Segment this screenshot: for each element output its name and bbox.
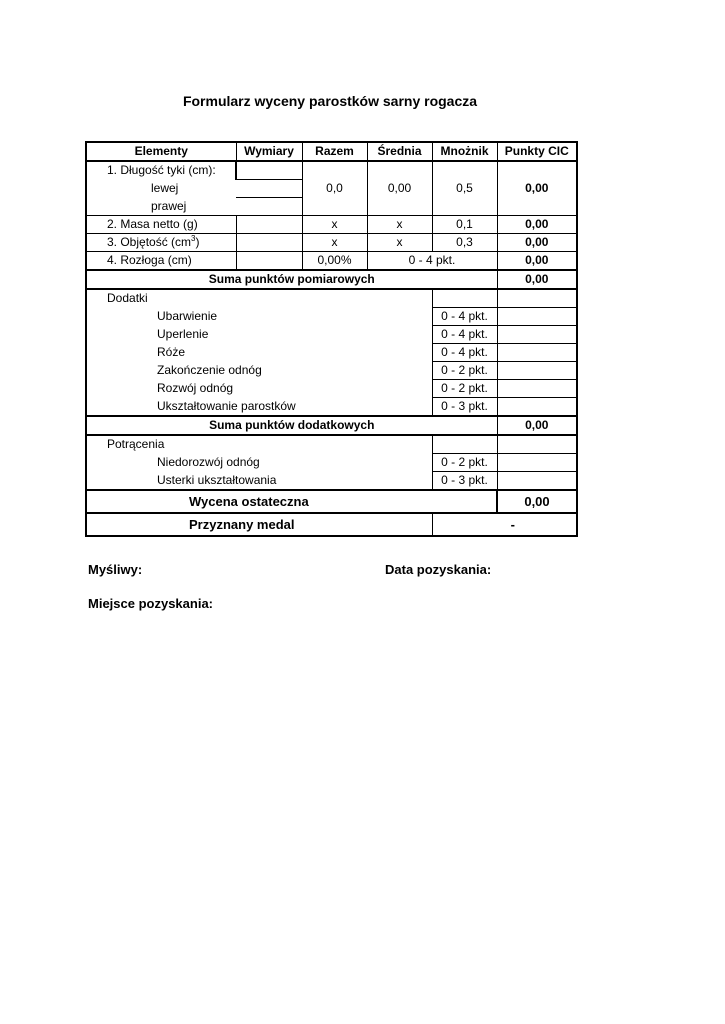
sum-extra-label: Suma punktów dodatkowych bbox=[86, 416, 497, 435]
sum-measure-label: Suma punktów pomiarowych bbox=[86, 270, 497, 289]
deductions-item-name: Usterki ukształtowania bbox=[86, 472, 432, 491]
extras-item-name: Rozwój odnóg bbox=[86, 380, 432, 398]
mass-row bbox=[86, 216, 577, 234]
page-title: Formularz wyceny parostków sarny rogacza bbox=[182, 93, 478, 109]
length-input-top[interactable] bbox=[236, 161, 302, 180]
deductions-row bbox=[86, 454, 577, 472]
extras-item-range: 0 - 3 pkt. bbox=[441, 399, 488, 413]
extras-row bbox=[86, 308, 577, 326]
deductions-item-points[interactable] bbox=[497, 472, 577, 491]
mass-input[interactable] bbox=[236, 216, 302, 234]
sum-extra-value: 0,00 bbox=[525, 418, 549, 432]
extras-row bbox=[86, 326, 577, 344]
extras-item-points[interactable] bbox=[497, 326, 577, 344]
medal-row bbox=[86, 513, 577, 536]
length-right-label: prawej bbox=[151, 198, 187, 213]
header-average: Średnia bbox=[367, 142, 432, 161]
volume-row bbox=[86, 234, 577, 252]
volume-label: 3. Objętość $(cm^3)$ bbox=[86, 234, 236, 252]
sum-measure-row bbox=[86, 270, 577, 289]
mass-label: 2. Masa netto (g) bbox=[86, 216, 236, 234]
volume-total: x bbox=[302, 234, 367, 252]
deductions-item-range: 0 - 2 pkt. bbox=[432, 454, 497, 472]
extras-row bbox=[86, 362, 577, 380]
extras-row bbox=[86, 380, 577, 398]
deductions-item-name: Niedorozwój odnóg bbox=[86, 454, 432, 472]
header-multiplier: Mnożnik bbox=[432, 142, 497, 161]
volume-points: 0,00 bbox=[525, 235, 549, 249]
deductions-header-blank bbox=[432, 435, 497, 454]
length-row bbox=[86, 161, 577, 180]
sum-extra-row bbox=[86, 416, 577, 435]
mass-points: 0,00 bbox=[525, 217, 549, 231]
header-cic-points: Punkty CIC bbox=[497, 142, 577, 161]
volume-average: x bbox=[367, 234, 432, 252]
length-multiplier: 0,5 bbox=[432, 161, 497, 216]
final-value: 0,00 bbox=[524, 494, 550, 509]
length-average: 0,00 bbox=[367, 161, 432, 216]
extras-item-range: 0 - 4 pkt. bbox=[432, 344, 497, 362]
spread-input[interactable] bbox=[236, 252, 302, 271]
extras-header-row bbox=[86, 289, 577, 308]
length-points: 0,00 bbox=[497, 161, 577, 216]
extras-item-name: Ukształtowanie parostków bbox=[86, 398, 432, 417]
extras-item-points[interactable] bbox=[497, 362, 577, 380]
deductions-row bbox=[86, 472, 577, 491]
extras-item-range: 0 - 4 pkt. bbox=[432, 326, 497, 344]
medal-label: Przyznany medal bbox=[86, 513, 432, 536]
extras-item-name: Róże bbox=[86, 344, 432, 362]
volume-input[interactable] bbox=[236, 234, 302, 252]
final-label: Wycena ostateczna bbox=[86, 490, 497, 513]
extras-header-points bbox=[497, 289, 577, 308]
length-label: 1. Długość tyki (cm): bbox=[107, 163, 216, 178]
mass-average: x bbox=[367, 216, 432, 234]
extras-item-name: Uperlenie bbox=[86, 326, 432, 344]
extras-item-name: Zakończenie odnóg bbox=[86, 362, 432, 380]
extras-item-points[interactable] bbox=[497, 344, 577, 362]
extras-item-range: 0 - 4 pkt. bbox=[432, 308, 497, 326]
extras-item-points[interactable] bbox=[497, 380, 577, 398]
extras-item-range: 0 - 2 pkt. bbox=[432, 362, 497, 380]
medal-value: - bbox=[510, 517, 515, 532]
length-left-label: lewej bbox=[151, 181, 179, 195]
sum-measure-value: 0,00 bbox=[525, 272, 549, 286]
deductions-label: Potrącenia bbox=[86, 435, 432, 454]
length-right-input[interactable] bbox=[236, 198, 302, 216]
mass-total: x bbox=[302, 216, 367, 234]
extras-header-blank bbox=[432, 289, 497, 308]
hunter-label: Myśliwy: bbox=[88, 562, 143, 577]
spread-label: 4. Rozłoga (cm) bbox=[86, 252, 236, 271]
deductions-item-points[interactable] bbox=[497, 454, 577, 472]
extras-row bbox=[86, 344, 577, 362]
spread-range: 0 - 4 pkt. bbox=[367, 252, 497, 271]
volume-multiplier: 0,3 bbox=[432, 234, 497, 252]
spread-points: 0,00 bbox=[525, 253, 549, 267]
length-total: 0,0 bbox=[302, 161, 367, 216]
extras-item-name: Ubarwienie bbox=[86, 308, 432, 326]
header-row bbox=[86, 142, 577, 161]
date-label: Data pozyskania: bbox=[385, 562, 492, 577]
deductions-header-row bbox=[86, 435, 577, 454]
deductions-item-range: 0 - 3 pkt. bbox=[441, 473, 488, 487]
final-row bbox=[86, 490, 577, 513]
extras-label: Dodatki bbox=[107, 291, 148, 306]
deductions-header-points bbox=[497, 435, 577, 454]
mass-multiplier: 0,1 bbox=[432, 216, 497, 234]
extras-item-range: 0 - 2 pkt. bbox=[432, 380, 497, 398]
header-total: Razem bbox=[302, 142, 367, 161]
header-elements: Elementy bbox=[86, 142, 236, 161]
length-left-input[interactable] bbox=[236, 180, 302, 198]
extras-row bbox=[86, 398, 577, 417]
spread-total: 0,00% bbox=[302, 252, 367, 271]
spread-row bbox=[86, 252, 577, 271]
extras-item-points[interactable] bbox=[497, 398, 577, 417]
header-dimensions: Wymiary bbox=[236, 142, 302, 161]
valuation-table bbox=[85, 141, 578, 537]
extras-item-points[interactable] bbox=[497, 308, 577, 326]
place-label: Miejsce pozyskania: bbox=[88, 596, 213, 611]
